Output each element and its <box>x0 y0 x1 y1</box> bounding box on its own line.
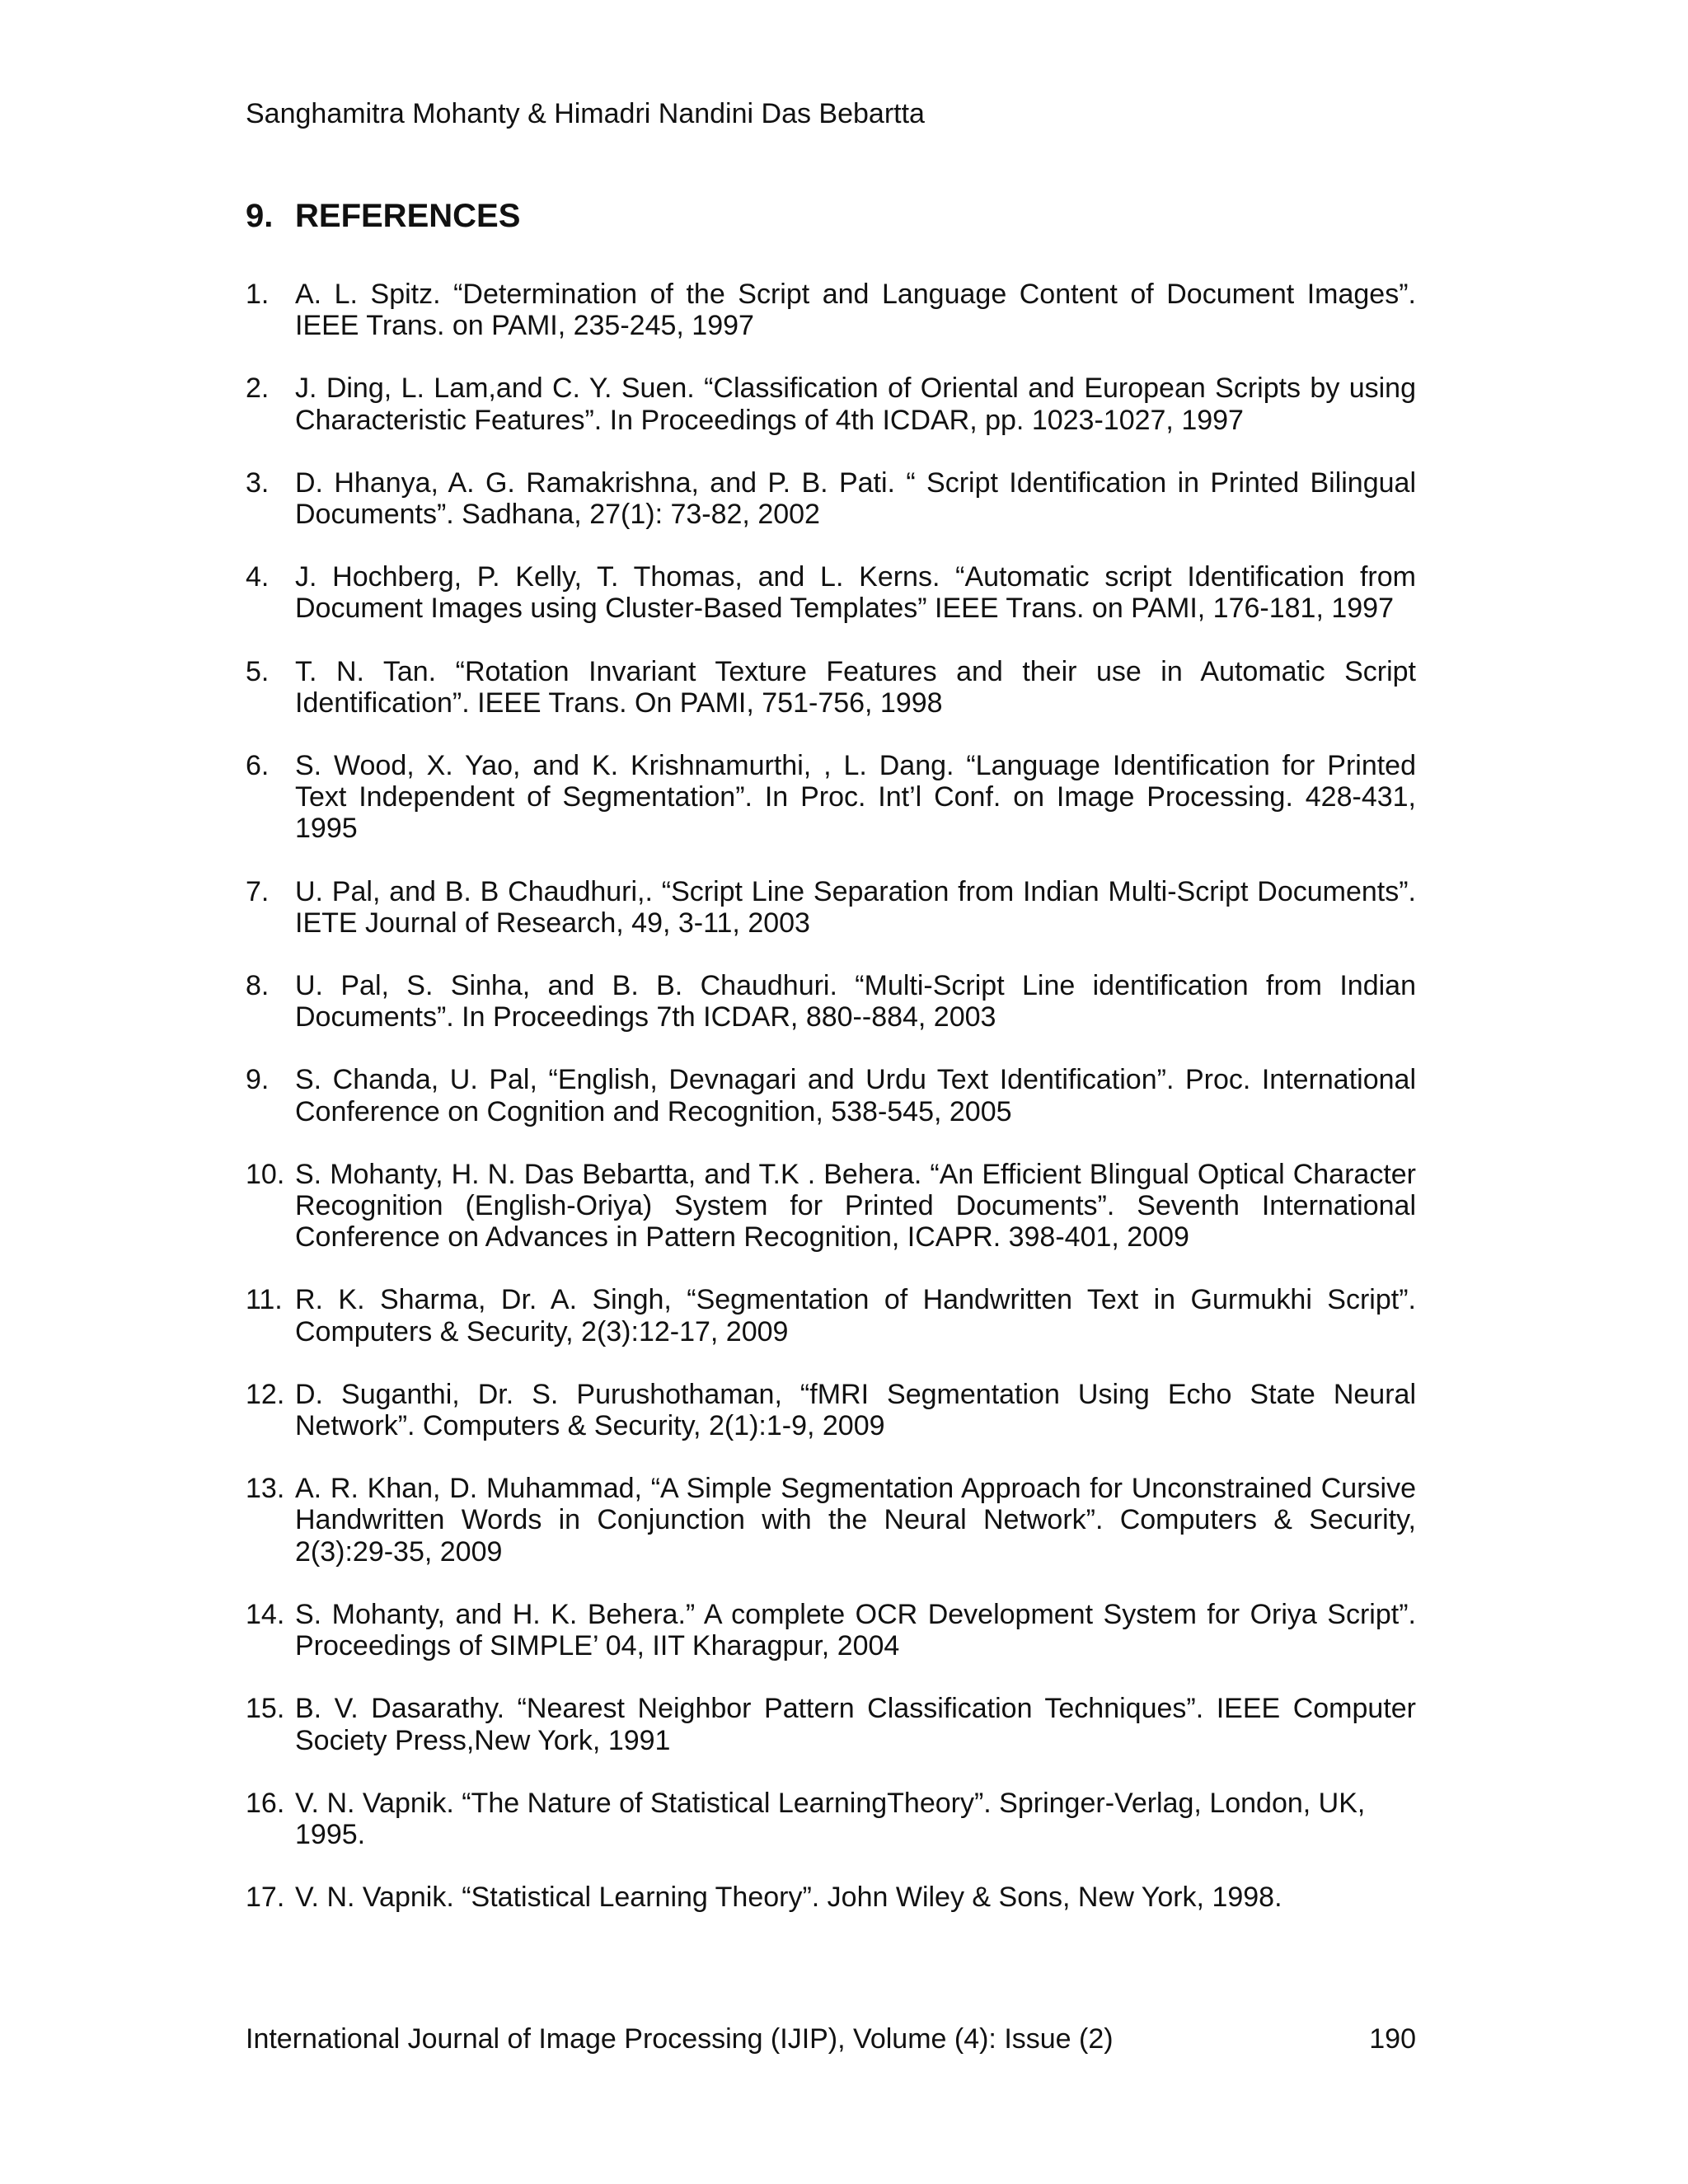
reference-text: S. Chanda, U. Pal, “English, Devnagari and Urdu Text Identification”. Proc. International Conference on Cognition and Recognition, 538-545, 2005 <box>295 1064 1416 1127</box>
reference-text: S. Mohanty, H. N. Das Bebartta, and T.K . Behera. “An Efficient Blingual Optical Character Recognition (English-Oriya) System for Printed Documents”. Seventh International Conference on Advances in Pattern Recognition, ICAPR. 398-401, 2009 <box>295 1158 1416 1254</box>
reference-text: T. N. Tan. “Rotation Invariant Texture Features and their use in Automatic Script Identification”. IEEE Trans. On PAMI, 751-756, 1998 <box>295 655 1416 719</box>
reference-list <box>246 279 1416 1944</box>
page-number: 190 <box>1369 2023 1416 2055</box>
reference-number: 9. <box>246 1064 270 1096</box>
reference-text: A. R. Khan, D. Muhammad, “A Simple Segmentation Approach for Unconstrained Cursive Handwritten Words in Conjunction with the Neural Network”. Computers & Security, 2(3):29-35, 2009 <box>295 1473 1416 1568</box>
reference-text: A. L. Spitz. “Determination of the Script and Language Content of Document Images”. IEEE Trans. on PAMI, 235-245, 1997 <box>295 279 1416 342</box>
reference-item <box>246 467 1416 530</box>
reference-number: 11. <box>246 1284 283 1316</box>
section-title: REFERENCES <box>295 198 521 234</box>
reference-number: 6. <box>246 750 270 782</box>
reference-item <box>246 656 1416 719</box>
reference-item <box>246 876 1416 939</box>
reference-number: 15. <box>246 1693 285 1725</box>
reference-text: S. Wood, X. Yao, and K. Krishnamurthi, , L. Dang. “Language Identification for Printed Text Independent of Segmentation”. In Proc. Int’l Conf. on Image Processing. 428-431, 1995 <box>295 750 1416 845</box>
section-heading <box>246 194 520 237</box>
reference-item <box>246 373 1416 435</box>
reference-text: S. Mohanty, and H. K. Behera.” A complete OCR Development System for Oriya Script”. Proceedings of SIMPLE’ 04, IIT Kharagpur, 2004 <box>295 1598 1416 1662</box>
reference-item <box>246 970 1416 1033</box>
reference-number: 8. <box>246 970 270 1002</box>
reference-number: 16. <box>246 1787 285 1819</box>
reference-item <box>246 561 1416 624</box>
reference-text: R. K. Sharma, Dr. A. Singh, “Segmentation of Handwritten Text in Gurmukhi Script”. Computers & Security, 2(3):12-17, 2009 <box>295 1284 1416 1347</box>
running-header: Sanghamitra Mohanty & Himadri Nandini Das Bebartta <box>246 98 925 129</box>
reference-text: J. Ding, L. Lam,and C. Y. Suen. “Classification of Oriental and European Scripts by using Characteristic Features”. In Proceedings of 4th ICDAR, pp. 1023-1027, 1997 <box>295 373 1416 436</box>
reference-number: 4. <box>246 561 270 593</box>
reference-number: 7. <box>246 875 270 907</box>
reference-number: 17. <box>246 1882 285 1914</box>
reference-number: 1. <box>246 279 270 310</box>
reference-item <box>246 1284 1416 1347</box>
reference-text: U. Pal, and B. B Chaudhuri,. “Script Line Separation from Indian Multi-Script Documents”. IETE Journal of Research, 49, 3-11, 2003 <box>295 875 1416 939</box>
reference-text: V. N. Vapnik. “The Nature of Statistical LearningTheory”. Springer-Verlag, London, UK, 1995. <box>295 1787 1366 1850</box>
reference-text: D. Hhanya, A. G. Ramakrishna, and P. B. Pati. “ Script Identification in Printed Bilingual Documents”. Sadhana, 27(1): 73-82, 2002 <box>295 466 1416 531</box>
reference-item <box>246 1693 1416 1755</box>
reference-item <box>246 1473 1416 1568</box>
reference-text: U. Pal, S. Sinha, and B. B. Chaudhuri. “Multi-Script Line identification from Indian Documents”. In Proceedings 7th ICDAR, 880--884, 2003 <box>295 970 1416 1033</box>
reference-text: J. Hochberg, P. Kelly, T. Thomas, and L. Kerns. “Automatic script Identification from Document Images using Cluster-Based Templates” IEEE Trans. on PAMI, 176-181, 1997 <box>295 561 1416 625</box>
reference-text: V. N. Vapnik. “Statistical Learning Theory”. John Wiley & Sons, New York, 1998. <box>295 1882 1282 1914</box>
reference-item <box>246 1599 1416 1661</box>
reference-item <box>246 279 1416 341</box>
reference-item <box>246 1379 1416 1441</box>
reference-number: 14. <box>246 1598 285 1630</box>
reference-number: 2. <box>246 373 270 405</box>
reference-text: B. V. Dasarathy. “Nearest Neighbor Pattern Classification Techniques”. IEEE Computer Society Press,New York, 1991 <box>295 1693 1416 1756</box>
reference-text: D. Suganthi, Dr. S. Purushothaman, “fMRI Segmentation Using Echo State Neural Network”. Computers & Security, 2(1):1-9, 2009 <box>295 1378 1416 1442</box>
reference-number: 3. <box>246 466 270 499</box>
reference-item <box>246 1064 1416 1127</box>
reference-item <box>246 1159 1416 1254</box>
reference-number: 13. <box>246 1473 285 1505</box>
reference-item <box>246 1882 1416 1913</box>
reference-item <box>246 1788 1416 1850</box>
reference-number: 12. <box>246 1378 285 1410</box>
footer-journal: International Journal of Image Processing (IJIP), Volume (4): Issue (2) <box>246 2023 1114 2055</box>
reference-number: 10. <box>246 1158 285 1190</box>
reference-item <box>246 750 1416 845</box>
section-number: 9. <box>246 198 274 234</box>
reference-number: 5. <box>246 655 270 687</box>
